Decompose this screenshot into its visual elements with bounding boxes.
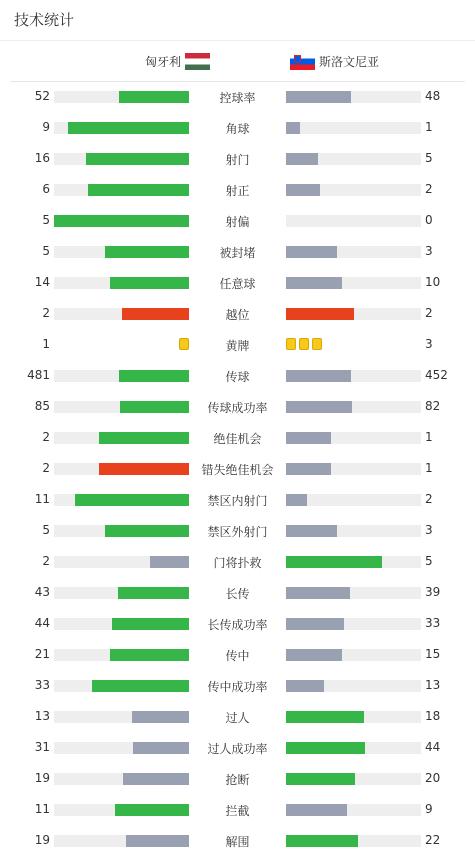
away-yellow-cards [286,338,322,350]
home-bar-fill [123,773,189,785]
away-bar-fill [286,401,352,413]
stat-label: 过人成功率 [207,742,268,756]
home-value: 2 [42,461,50,475]
stat-label: 传球 [225,370,250,384]
away-value: 3 [425,523,433,537]
away-bar-track [286,525,421,537]
home-bar-track [54,432,189,444]
stat-label: 解围 [225,835,250,849]
home-value: 11 [34,492,50,506]
away-bar-track [286,618,421,630]
away-value: 33 [425,616,441,630]
home-bar-fill [119,91,189,103]
stat-row [0,82,475,113]
away-value: 13 [425,678,441,692]
home-team-name: 匈牙利 [144,55,181,69]
home-value: 85 [34,399,50,413]
home-value: 2 [42,554,50,568]
home-bar-track [54,556,189,568]
home-bar-track [54,711,189,723]
home-bar-track [54,215,189,227]
home-bar-fill [54,215,189,227]
away-bar-track [286,432,421,444]
home-value: 6 [42,182,50,196]
home-value: 16 [34,151,50,165]
away-bar-fill [286,525,337,537]
away-value: 452 [425,368,448,382]
home-bar-fill [105,246,189,258]
stat-row [0,392,475,423]
home-bar-track [54,153,189,165]
yellow-card-icon [286,338,296,350]
home-bar-track [54,835,189,847]
stat-label: 任意球 [219,277,256,291]
stat-row [0,175,475,206]
away-value: 15 [425,647,441,661]
stat-label: 传球成功率 [207,401,268,415]
away-value: 9 [425,802,433,816]
away-bar-track [286,184,421,196]
away-bar-fill [286,122,300,134]
away-bar-track [286,680,421,692]
home-value: 5 [42,244,50,258]
stat-label: 禁区外射门 [207,525,268,539]
home-bar-track [54,277,189,289]
stat-row [0,454,475,485]
away-value: 20 [425,771,441,785]
stat-label: 被封堵 [219,246,256,260]
away-bar-fill [286,680,324,692]
home-yellow-cards [179,338,189,350]
away-bar-track [286,215,421,227]
stat-label: 抢断 [225,773,250,787]
away-bar-track [286,494,421,506]
home-bar-track [54,649,189,661]
stat-row [0,113,475,144]
home-bar-track [54,401,189,413]
stat-label: 控球率 [219,91,256,105]
away-bar-track [286,649,421,661]
home-bar-fill [110,277,189,289]
slovenia-flag-icon [290,53,315,70]
away-value: 39 [425,585,441,599]
away-bar-fill [286,184,320,196]
away-bar-fill [286,835,358,847]
away-bar-track [286,370,421,382]
away-value: 1 [425,430,433,444]
stat-label: 绝佳机会 [213,432,262,446]
away-value: 5 [425,151,433,165]
away-bar-fill [286,711,364,723]
stat-row [0,795,475,826]
home-value: 2 [42,430,50,444]
teams-header [10,48,465,82]
away-bar-fill [286,277,342,289]
home-bar-track [54,463,189,475]
home-bar-fill [115,804,189,816]
home-value: 33 [34,678,50,692]
yellow-card-icon [299,338,309,350]
home-value: 19 [34,833,50,847]
away-bar-fill [286,432,331,444]
away-bar-track [286,246,421,258]
home-bar-track [54,525,189,537]
away-bar-track [286,277,421,289]
stat-row [0,516,475,547]
away-bar-track [286,835,421,847]
home-bar-fill [133,742,189,754]
away-bar-fill [286,91,351,103]
away-bar-fill [286,246,337,258]
away-bar-fill [286,804,347,816]
away-value: 0 [425,213,433,227]
away-bar-track [286,401,421,413]
home-bar-track [54,587,189,599]
home-value: 43 [34,585,50,599]
away-team-name: 斯洛文尼亚 [319,55,380,69]
away-value: 1 [425,461,433,475]
home-bar-track [54,308,189,320]
away-value: 5 [425,554,433,568]
home-bar-fill [75,494,189,506]
away-bar-track [286,308,421,320]
stat-row [0,299,475,330]
stat-row [0,640,475,671]
home-value: 2 [42,306,50,320]
home-value: 19 [34,771,50,785]
stat-row [0,144,475,175]
home-value: 481 [27,368,50,382]
home-value: 11 [34,802,50,816]
away-bar-fill [286,649,342,661]
home-bar-fill [118,587,189,599]
stat-row [0,547,475,578]
page-title: 技术统计 [14,11,75,29]
stat-label: 传中成功率 [207,680,268,694]
home-value: 5 [42,213,50,227]
stat-row [0,733,475,764]
stat-row [0,609,475,640]
away-bar-fill [286,773,355,785]
away-value: 82 [425,399,441,413]
home-bar-fill [132,711,189,723]
stat-label: 长传成功率 [207,618,268,632]
stat-label: 过人 [225,711,250,725]
stat-label: 越位 [225,308,250,322]
away-team [290,53,379,70]
stat-label: 角球 [225,122,250,136]
stat-label: 射门 [225,153,250,167]
home-bar-track [54,122,189,134]
yellow-card-icon [312,338,322,350]
home-bar-track [54,370,189,382]
home-value: 21 [34,647,50,661]
stat-row [0,237,475,268]
away-bar-fill [286,494,307,506]
away-bar-track [286,711,421,723]
home-value: 44 [34,616,50,630]
stat-label: 长传 [225,587,250,601]
home-bar-track [54,804,189,816]
stat-row [0,361,475,392]
away-value: 2 [425,492,433,506]
away-value: 2 [425,182,433,196]
stat-label: 禁区内射门 [207,494,268,508]
stat-row [0,485,475,516]
home-bar-track [54,494,189,506]
home-bar-fill [126,835,189,847]
away-bar-track [286,556,421,568]
home-bar-track [54,773,189,785]
home-bar-track [54,742,189,754]
home-bar-fill [99,432,189,444]
home-value: 13 [34,709,50,723]
away-bar-track [286,153,421,165]
away-bar-track [286,91,421,103]
stat-row [0,268,475,299]
away-value: 3 [425,337,433,351]
away-value: 3 [425,244,433,258]
title-divider [0,40,475,41]
home-bar-track [54,618,189,630]
stat-label: 黄牌 [225,339,250,353]
away-bar-fill [286,742,365,754]
away-bar-fill [286,618,344,630]
home-value: 31 [34,740,50,754]
home-bar-fill [110,649,189,661]
away-value: 44 [425,740,441,754]
stat-label: 传中 [225,649,250,663]
away-value: 48 [425,89,441,103]
away-value: 1 [425,120,433,134]
away-bar-track [286,742,421,754]
away-bar-track [286,122,421,134]
home-bar-fill [112,618,189,630]
away-value: 10 [425,275,441,289]
away-value: 18 [425,709,441,723]
hungary-flag-icon [185,53,210,70]
stat-row [0,330,475,361]
stat-label: 射正 [225,184,250,198]
home-bar-track [54,91,189,103]
home-bar-fill [150,556,189,568]
stat-label: 错失绝佳机会 [201,463,274,477]
home-bar-fill [86,153,189,165]
home-value: 5 [42,523,50,537]
home-bar-track [54,184,189,196]
home-value: 14 [34,275,50,289]
home-value: 52 [34,89,50,103]
away-bar-fill [286,370,351,382]
home-bar-fill [119,370,189,382]
away-bar-fill [286,587,350,599]
stat-row [0,702,475,733]
stat-label: 门将扑救 [213,556,262,570]
home-bar-track [54,680,189,692]
stat-row [0,423,475,454]
away-bar-fill [286,463,331,475]
home-value: 9 [42,120,50,134]
home-value: 1 [42,337,50,351]
away-bar-fill [286,308,354,320]
stat-label: 拦截 [225,804,250,818]
away-bar-fill [286,556,382,568]
home-bar-fill [88,184,189,196]
away-value: 2 [425,306,433,320]
stats-list [0,82,475,857]
away-bar-fill [286,153,318,165]
home-bar-fill [122,308,190,320]
home-team [145,53,210,70]
stat-row [0,764,475,795]
stat-row [0,578,475,609]
home-bar-fill [99,463,189,475]
home-bar-fill [120,401,189,413]
away-bar-track [286,587,421,599]
home-bar-fill [68,122,190,134]
stat-row [0,671,475,702]
stat-row [0,206,475,237]
home-bar-fill [105,525,189,537]
stat-label: 射偏 [225,215,250,229]
away-bar-track [286,463,421,475]
home-bar-track [54,246,189,258]
yellow-card-icon [179,338,189,350]
stat-row [0,826,475,857]
home-bar-fill [92,680,189,692]
away-value: 22 [425,833,441,847]
away-bar-track [286,773,421,785]
away-bar-track [286,804,421,816]
